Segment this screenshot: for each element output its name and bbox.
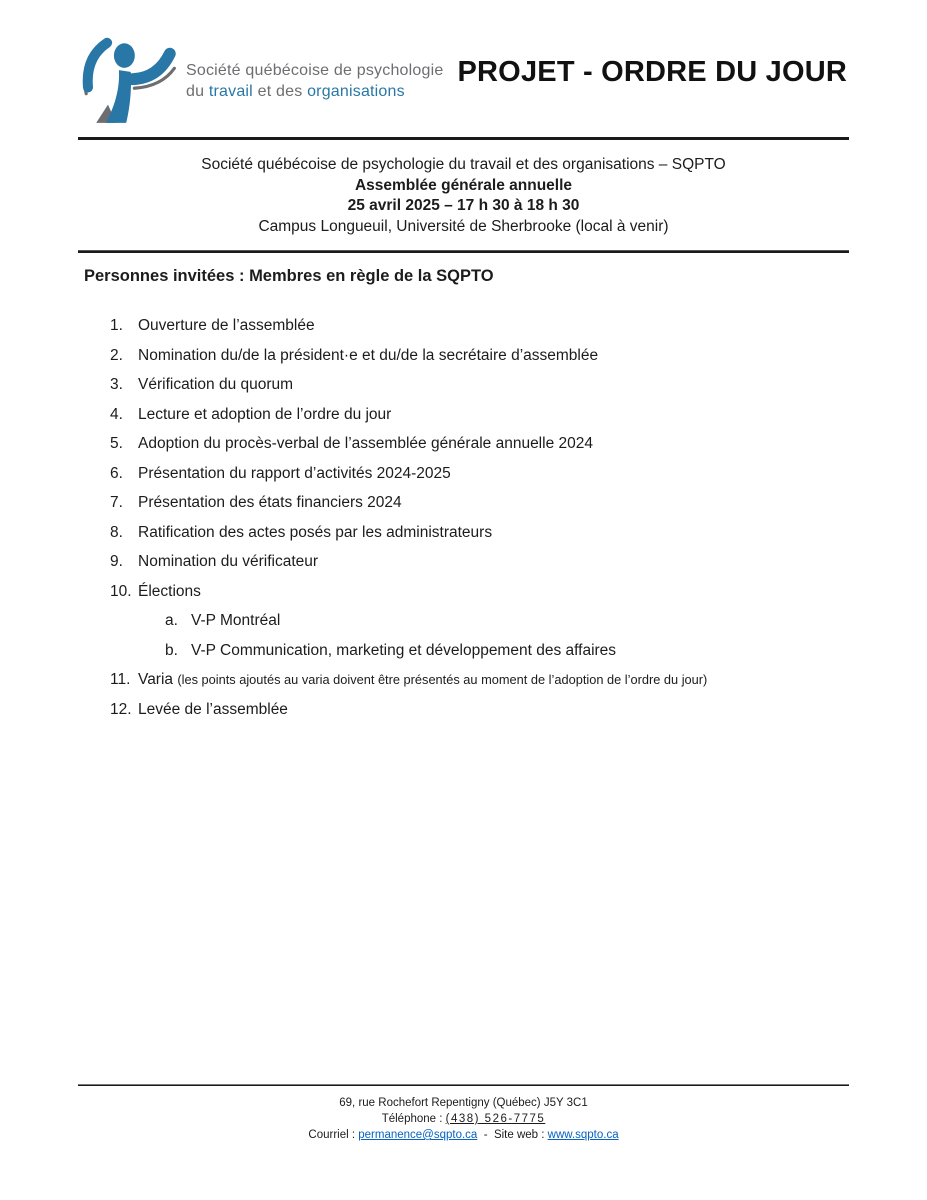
item-number: 1. (110, 317, 123, 334)
agenda-item-6 (110, 466, 927, 482)
item-text: V-P Communication, marketing et développement des affaires (191, 641, 617, 659)
item-number: 12. (110, 700, 132, 718)
divider-meeting (78, 250, 849, 253)
item-number: 7. (110, 494, 123, 511)
item-text: Varia (les points ajoutés au varia doivent être présentés au moment de l’adoption de l’ordre du jour) (138, 671, 708, 688)
invitees-heading: Personnes invitées : Membres en règle de la SQPTO (84, 267, 494, 285)
item-text: V-P Montréal (191, 612, 281, 629)
item-text: Ratification des actes posés par les administrateurs (138, 523, 493, 541)
agenda-item-7 (110, 495, 927, 511)
item-number: 11. (110, 671, 131, 688)
meeting-datetime: 25 avril 2025 – 17 h 30 à 18 h 30 (347, 197, 580, 214)
email-link[interactable]: permanence@sqpto.ca (358, 1129, 478, 1141)
agenda-item-3 (110, 377, 927, 393)
meeting-event: Assemblée générale annuelle (354, 176, 573, 194)
page-title: PROJET - ORDRE DU JOUR (457, 56, 847, 88)
item-text: Lecture et adoption de l’ordre du jour (138, 405, 392, 423)
sqpto-person-icon (78, 36, 178, 126)
item-number: 10. (110, 582, 132, 600)
footer-links-line: Courriel : permanence@sqpto.ca - Site web : www.sqpto.ca (308, 1129, 619, 1141)
item-note: (les points ajoutés au varia doivent être présentés au moment de l’adoption de l’ordre du jour) (177, 672, 708, 687)
item-text: Nomination du vérificateur (138, 553, 319, 570)
agenda-subitem-b (165, 643, 927, 659)
item-text: Vérification du quorum (138, 376, 294, 393)
item-number: 3. (110, 376, 123, 393)
footer (0, 1084, 927, 1143)
agenda-item-4 (110, 407, 927, 423)
logo-wordmark (186, 60, 443, 102)
item-text: Présentation du rapport d’activités 2024-2025 (138, 464, 451, 482)
agenda-item-9 (110, 554, 927, 570)
meeting-org: Société québécoise de psychologie du travail et des organisations – SQPTO (201, 156, 726, 173)
item-letter: b. (165, 641, 178, 659)
item-number: 2. (110, 346, 123, 364)
footer-contact (0, 1086, 927, 1143)
footer-phone-line: Téléphone : (438) 526-7775 (381, 1113, 546, 1125)
header (0, 0, 927, 126)
item-number: 5. (110, 435, 123, 452)
agenda-item-2 (110, 348, 927, 364)
phone-link[interactable]: (438) 526-7775 (445, 1113, 546, 1125)
agenda-item-1 (110, 318, 927, 334)
agenda-item-5 (110, 436, 927, 452)
agenda-item-11 (110, 672, 927, 688)
agenda-item-8 (110, 525, 927, 541)
sqpto-logo (78, 36, 443, 126)
logo-line1: Société québécoise de psychologie (186, 62, 444, 79)
meeting-info (0, 140, 927, 250)
item-text: Levée de l’assemblée (138, 700, 288, 718)
item-text: Ouverture de l’assemblée (138, 317, 315, 334)
item-text: Élections (138, 582, 201, 600)
meeting-location: Campus Longueuil, Université de Sherbrooke (local à venir) (258, 217, 669, 235)
agenda-item-10 (110, 584, 927, 600)
item-number: 8. (110, 523, 123, 541)
item-text: Présentation des états financiers 2024 (138, 494, 402, 511)
agenda-item-12 (110, 702, 927, 718)
item-text: Adoption du procès-verbal de l’assemblée générale annuelle 2024 (138, 435, 593, 452)
logo-line2: du travail et des organisations (186, 83, 405, 100)
footer-address: 69, rue Rochefort Repentigny (Québec) J5Y 3C1 (339, 1097, 588, 1109)
agenda-list (0, 318, 927, 718)
item-number: 6. (110, 464, 123, 482)
item-text: Nomination du/de la président·e et du/de la secrétaire d’assemblée (138, 346, 599, 364)
item-letter: a. (165, 612, 178, 629)
item-number: 9. (110, 553, 123, 570)
item-number: 4. (110, 405, 123, 423)
website-link[interactable]: www.sqpto.ca (547, 1129, 619, 1141)
agenda-subitem-a (165, 613, 927, 629)
